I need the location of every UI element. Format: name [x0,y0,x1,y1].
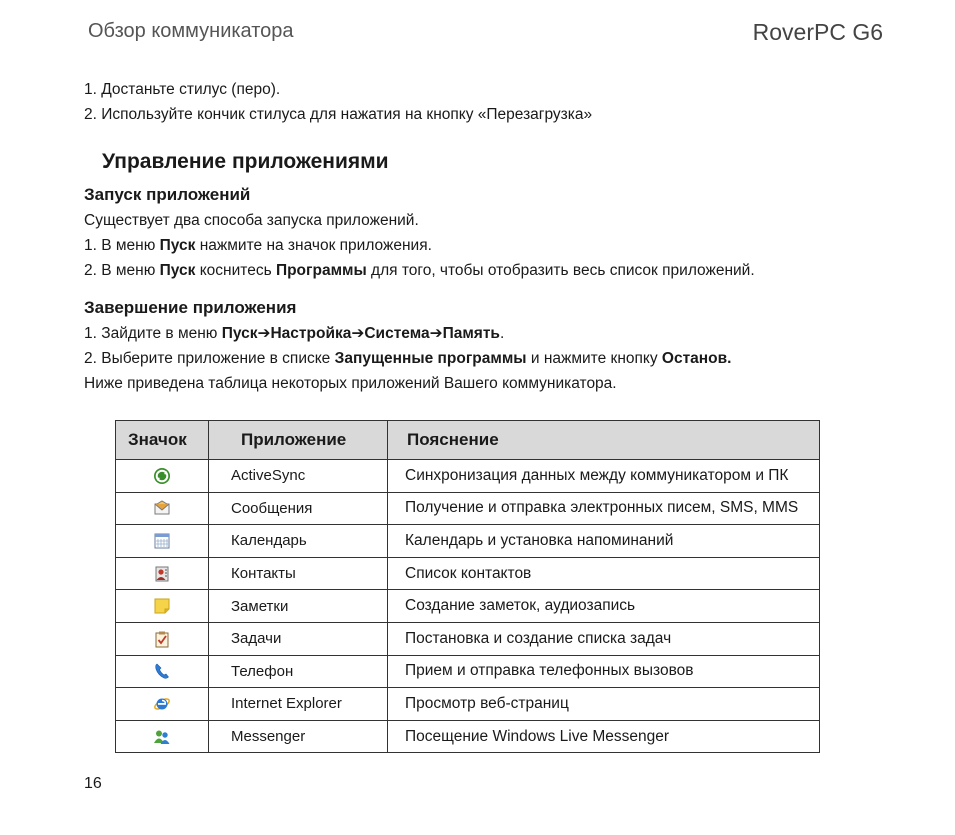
app-name: Заметки [209,590,388,623]
app-name: ActiveSync [209,460,388,493]
reset-step-1: 1. Достаньте стилус (перо). [84,81,281,98]
tasks-icon [153,630,171,648]
app-description: Просмотр веб-страниц [388,688,820,721]
running-header-title: Обзор коммуникатора [88,20,294,42]
launch-step-2: 2. В меню Пуск коснитесь Программы для того, чтобы отобразить весь список приложений. [84,262,755,279]
app-name: Internet Explorer [209,688,388,721]
notes-icon [153,597,171,615]
activesync-icon [153,467,171,485]
app-name: Задачи [209,622,388,655]
app-name: Контакты [209,557,388,590]
launch-heading: Запуск приложений [84,185,251,204]
table-row [116,460,820,493]
app-description: Постановка и создание списка задач [388,622,820,655]
close-note: Ниже приведена таблица некоторых приложений Вашего коммуникатора. [84,375,617,392]
launch-step-1: 1. В меню Пуск нажмите на значок приложения. [84,237,432,254]
calendar-icon [153,532,171,550]
app-description: Посещение Windows Live Messenger [388,720,820,753]
section-title: Управление приложениями [102,150,389,173]
table-row [116,622,820,655]
app-name: Телефон [209,655,388,688]
table-row [116,492,820,525]
contacts-icon [153,565,171,583]
phone-icon [153,662,171,680]
column-header-application: Приложение [209,421,388,460]
close-heading: Завершение приложения [84,298,297,317]
messaging-icon [153,499,171,517]
app-description: Получение и отправка электронных писем, SMS, MMS [388,492,820,525]
app-name: Календарь [209,525,388,558]
app-description: Создание заметок, аудиозапись [388,590,820,623]
app-description: Синхронизация данных между коммуникатором и ПК [388,460,820,493]
page-number: 16 [84,775,102,792]
app-name: Сообщения [209,492,388,525]
table-row [116,557,820,590]
column-header-description: Пояснение [388,421,820,460]
internet-explorer-icon [153,695,171,713]
launch-intro: Существует два способа запуска приложений. [84,212,419,229]
column-header-icon: Значок [116,421,209,460]
messenger-icon [153,728,171,746]
table-row [116,590,820,623]
reset-step-2: 2. Используйте кончик стилуса для нажатия на кнопку «Перезагрузка» [84,106,593,123]
app-name: Messenger [209,720,388,753]
table-row [116,525,820,558]
table-header-row [116,421,820,460]
table-row [116,720,820,753]
close-step-2: 2. Выберите приложение в списке Запущенные программы и нажмите кнопку Останов. [84,350,732,367]
table-row [116,688,820,721]
close-step-1: 1. Зайдите в меню Пуск➔Настройка➔Система➔Память. [84,325,505,342]
applications-table [115,420,820,753]
table-row [116,655,820,688]
app-description: Список контактов [388,557,820,590]
app-description: Прием и отправка телефонных вызовов [388,655,820,688]
app-description: Календарь и установка напоминаний [388,525,820,558]
running-header-model: RoverPC G6 [752,19,883,45]
